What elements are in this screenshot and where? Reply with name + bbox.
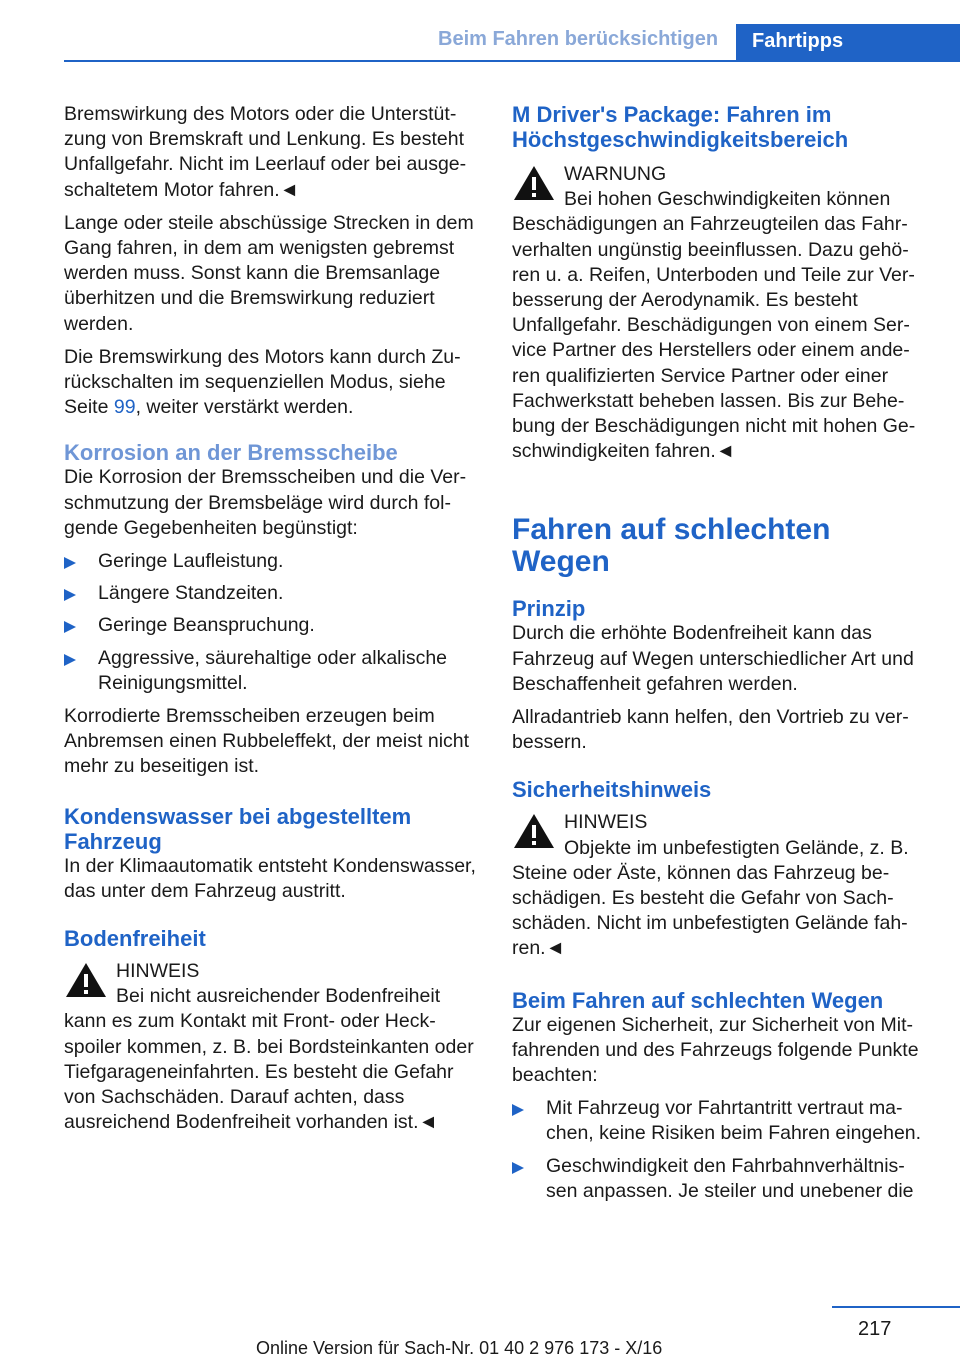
heading-kondenswasser: Kondenswasser bei abgestelltem Fahrzeug: [64, 803, 412, 854]
header-section-title: Beim Fahren berücksichtigen: [438, 28, 719, 50]
list-item: Mit Fahrzeug vor Fahrtantritt vertraut machen, keine Risiken beim Fahren eingehen.: [512, 1096, 926, 1146]
paragraph-korrosion: Die Korrosion der Bremsscheiben und die Verschmutzung der Bremsbeläge wird durch folgende Gegebenheiten begünstigt:: [64, 466, 467, 539]
page-link-99[interactable]: 99: [113, 396, 136, 419]
paragraph-kondenswasser: In der Klimaautomatik entsteht Kondenswasser, das unter dem Fahrzeug austritt.: [64, 854, 476, 902]
paragraph-korrodiert: Korrodierte Bremsscheiben erzeugen beim Anbremsen einen Rubbeleffekt, der meist nicht mehr zu beseitigen ist.: [64, 705, 470, 778]
page-number: 217: [858, 1318, 892, 1340]
notice-sicherheit: [512, 810, 926, 961]
footer-divider: [832, 1306, 960, 1308]
header-divider: [64, 60, 960, 62]
paragraph-engine-brake: [64, 345, 478, 421]
list-item: Geringe Beanspruchung.: [64, 613, 478, 638]
triangle-bullet-icon: [512, 1162, 524, 1174]
left-column: [64, 102, 478, 1144]
list-item: Längere Standzeiten.: [64, 581, 478, 606]
triangle-bullet-icon: [64, 557, 76, 569]
heading-prinzip: Prinzip: [512, 596, 586, 622]
right-column: [512, 102, 926, 1212]
paragraph-downhill: Lange oder steile abschüssige Strecken in dem Gang fahren, in dem am wenigsten gebremst werden muss. Sonst kann die Bremsanlage überhitzen und die Bremswirkung reduziert werden.: [64, 211, 474, 335]
heading-bodenfreiheit: Bodenfreiheit: [64, 926, 206, 952]
heading-schlechte-wege: Fahren auf schlechten Wegen: [512, 513, 831, 579]
warning-text: Bei hohen Geschwindigkeiten können Beschädigungen an Fahrzeugteilen das Fahrverhalten ungünstig beeinflussen. Dazu gehören u. a. Reifen, Unterboden und Teile zur Verbesserung der Aerodynamik. Es besteht Unfallgefahr. Beschädigungen von einem Service Partner des Herstellers oder einem anderen qualifizierten Service Partner oder einer Fachwerkstatt beheben lassen. Bis zur Behebung der Beschädigungen nicht mit hohen Geschwindigkeiten fahren.◄: [512, 188, 916, 463]
list-item: Geschwindigkeit den Fahrbahnverhältnissen anpassen. Je steiler und unebener die: [512, 1154, 926, 1204]
heading-m-driver: M Driver's Package: Fahren im Höchstgeschwindigkeitsbereich: [512, 102, 849, 152]
heading-sicherheitshinweis: Sicherheitshinweis: [512, 777, 712, 803]
list-beim-fahren: [512, 1096, 926, 1204]
triangle-bullet-icon: [512, 1104, 524, 1116]
triangle-bullet-icon: [64, 589, 76, 601]
page-header: [0, 0, 960, 62]
heading-korrosion: Korrosion an der Bremsscheibe: [64, 440, 398, 466]
notice-label: HINWEIS: [116, 960, 200, 983]
header-chapter-tab: Fahrtipps: [736, 24, 960, 60]
footer-online-version: Online Version für Sach-Nr. 01 40 2 976 173 - X/16: [256, 1338, 663, 1358]
triangle-bullet-icon: [64, 621, 76, 633]
warning-label: WARNUNG: [564, 163, 667, 185]
warning-triangle-icon: [512, 164, 556, 202]
list-korrosion: [64, 549, 478, 696]
notice-text: Objekte im unbefestigten Gelände, z. B. Steine oder Äste, können das Fahrzeug beschädigen. Es besteht die Gefahr von Sachschäden. Nicht im unbefestigten Gelände fahren.◄: [512, 836, 909, 960]
notice-text: Bei nicht ausreichender Bodenfreiheit kann es zum Kontakt mit Front- oder Heckspoiler kommen, z. B. bei Bordsteinkanten oder Tiefgarageneinfahrten. Es besteht die Gefahr von Sachschäden. Darauf achten, dass ausreichend Bodenfreiheit vorhanden ist.◄: [64, 985, 474, 1134]
warning-m-driver: [512, 162, 926, 464]
list-item: Aggressive, säurehaltige oder alkalische Reinigungsmittel.: [64, 646, 478, 696]
paragraph-engine-brake-text: Die Bremswirkung des Motors kann durch Zurückschalten im sequenziellen Modus, siehe Seite: [64, 345, 461, 419]
list-item: Geringe Laufleistung.: [64, 549, 478, 574]
warning-triangle-icon: [64, 961, 108, 999]
paragraph-engine-brake-end: , weiter verstärkt werden.: [135, 396, 354, 419]
heading-beim-fahren: Beim Fahren auf schlechten Wegen: [512, 987, 884, 1013]
paragraph-beim-fahren: Zur eigenen Sicherheit, zur Sicherheit von Mitfahrenden und des Fahrzeugs folgende Punkte beachten:: [512, 1013, 919, 1087]
paragraph-prinzip: Durch die erhöhte Bodenfreiheit kann das Fahrzeug auf Wegen unterschiedlicher Art und Beschaffenheit gefahren werden.: [512, 622, 914, 695]
triangle-bullet-icon: [64, 654, 76, 666]
paragraph-brake-intro: Bremswirkung des Motors oder die Unterstützung von Bremskraft und Lenkung. Es besteht Unfallgefahr. Nicht im Leerlauf oder bei ausgeschaltetem Motor fahren.◄: [64, 103, 467, 201]
notice-label: HINWEIS: [564, 811, 648, 834]
paragraph-allrad: Allradantrieb kann helfen, den Vortrieb zu verbessern.: [512, 706, 909, 754]
notice-bodenfreiheit: [64, 959, 478, 1135]
warning-triangle-icon: [512, 812, 556, 850]
